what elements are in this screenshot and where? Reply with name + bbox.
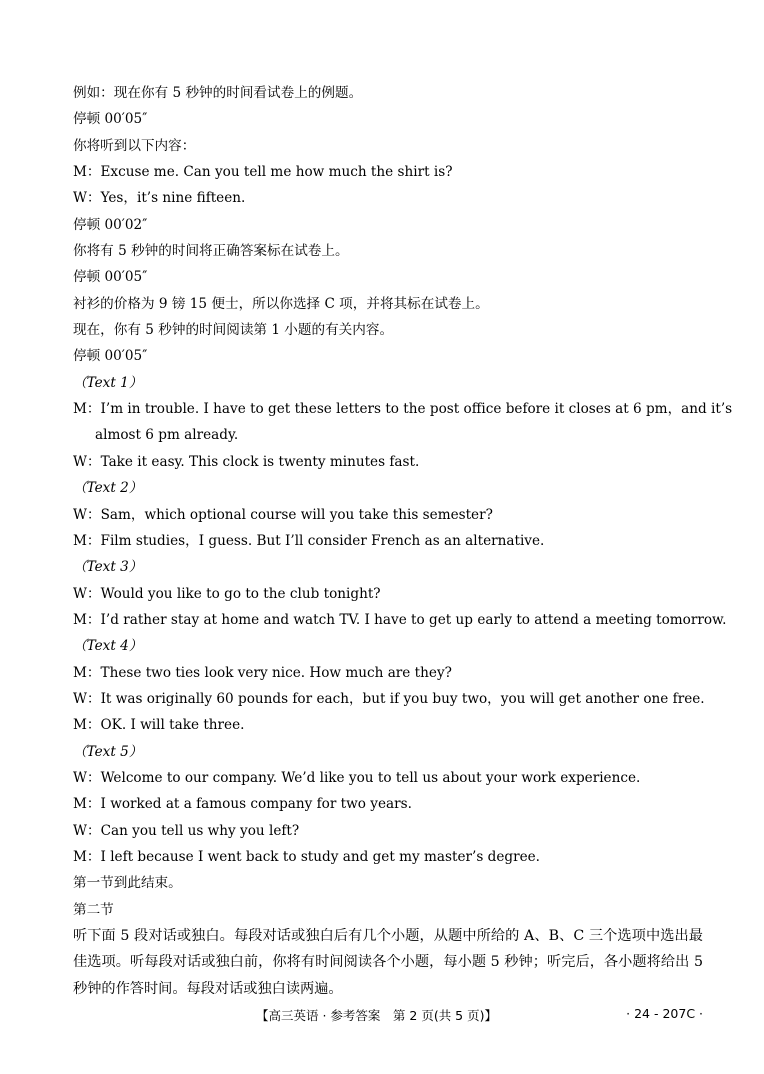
document-body xyxy=(73,80,733,1002)
dialogue-line: M：I worked at a famous company for two years. xyxy=(73,796,412,813)
text-label: （Text 2） xyxy=(73,480,143,497)
footer-page-info: 【高三英语 · 参考答案 第 2 页(共 5 页)】 xyxy=(256,1008,497,1023)
dialogue-line: W：Would you like to go to the club tonight? xyxy=(73,585,381,602)
text-label: （Text 5） xyxy=(73,743,143,760)
example-intro: 例如：现在你有 5 秒钟的时间看试卷上的例题。 xyxy=(73,85,363,101)
section-heading: 第二节 xyxy=(73,901,114,918)
pause-line: 停顿 00′05″ xyxy=(73,269,148,286)
text-label: （Text 4） xyxy=(73,638,143,655)
dialogue-line: W：Yes，it’s nine fifteen. xyxy=(73,190,246,207)
pause-line: 停顿 00′05″ xyxy=(73,348,148,365)
dialogue-line: M：I’d rather stay at home and watch TV. I have to get up early to attend a meeting tomorrow. xyxy=(73,611,727,628)
dialogue-line: M：OK. I will take three. xyxy=(73,717,245,734)
dialogue-line: W：Welcome to our company. We’d like you to tell us about your work experience. xyxy=(73,769,641,786)
text-label: （Text 3） xyxy=(73,559,143,576)
dialogue-line: M：I left because I went back to study and get my master’s degree. xyxy=(73,848,540,865)
dialogue-line: W：Sam，which optional course will you take this semester? xyxy=(73,506,493,523)
instruction-line: 衬衫的价格为 9 镑 15 便士，所以你选择 C 项，并将其标在试卷上。 xyxy=(73,295,489,312)
dialogue-line: W：Take it easy. This clock is twenty minutes fast. xyxy=(73,453,420,470)
section-end: 第一节到此结束。 xyxy=(73,875,182,892)
dialogue-line: W：It was originally 60 pounds for each，but if you buy two，you will get another one free. xyxy=(73,690,705,707)
instruction-line: 你将有 5 秒钟的时间将正确答案标在试卷上。 xyxy=(73,243,349,260)
dialogue-line: M：I’m in trouble. I have to get these letters to the post office before it closes at 6 pm，and it’s xyxy=(73,401,733,418)
pause-line: 停顿 00′05″ xyxy=(73,111,148,128)
footer-code: · 24 - 207C · xyxy=(626,1006,703,1021)
instruction-line: 现在，你有 5 秒钟的时间阅读第 1 小题的有关内容。 xyxy=(73,322,394,339)
dialogue-line: M：Film studies，I guess. But I’ll consider French as an alternative. xyxy=(73,532,545,549)
section-instructions: 听下面 5 段对话或独白。每段对话或独白后有几个小题，从题中所给的 A、B、C 三个选项中选出最佳选项。听每段对话或独白前，你将有时间阅读各个小题，每小题 5 秒钟；听完后，各小题将给出 5 秒钟的作答时间。每段对话或独白读两遍。 xyxy=(73,928,703,997)
dialogue-line: M：These two ties look very nice. How much are they? xyxy=(73,664,452,681)
dialogue-line-continued: almost 6 pm already. xyxy=(95,427,239,444)
dialogue-line: M：Excuse me. Can you tell me how much the shirt is? xyxy=(73,164,453,181)
instruction-line: 你将听到以下内容： xyxy=(73,137,196,154)
text-label: （Text 1） xyxy=(73,374,143,391)
pause-line: 停顿 00′02″ xyxy=(73,216,148,233)
page-footer xyxy=(73,1006,703,1026)
dialogue-line: W：Can you tell us why you left? xyxy=(73,822,300,839)
